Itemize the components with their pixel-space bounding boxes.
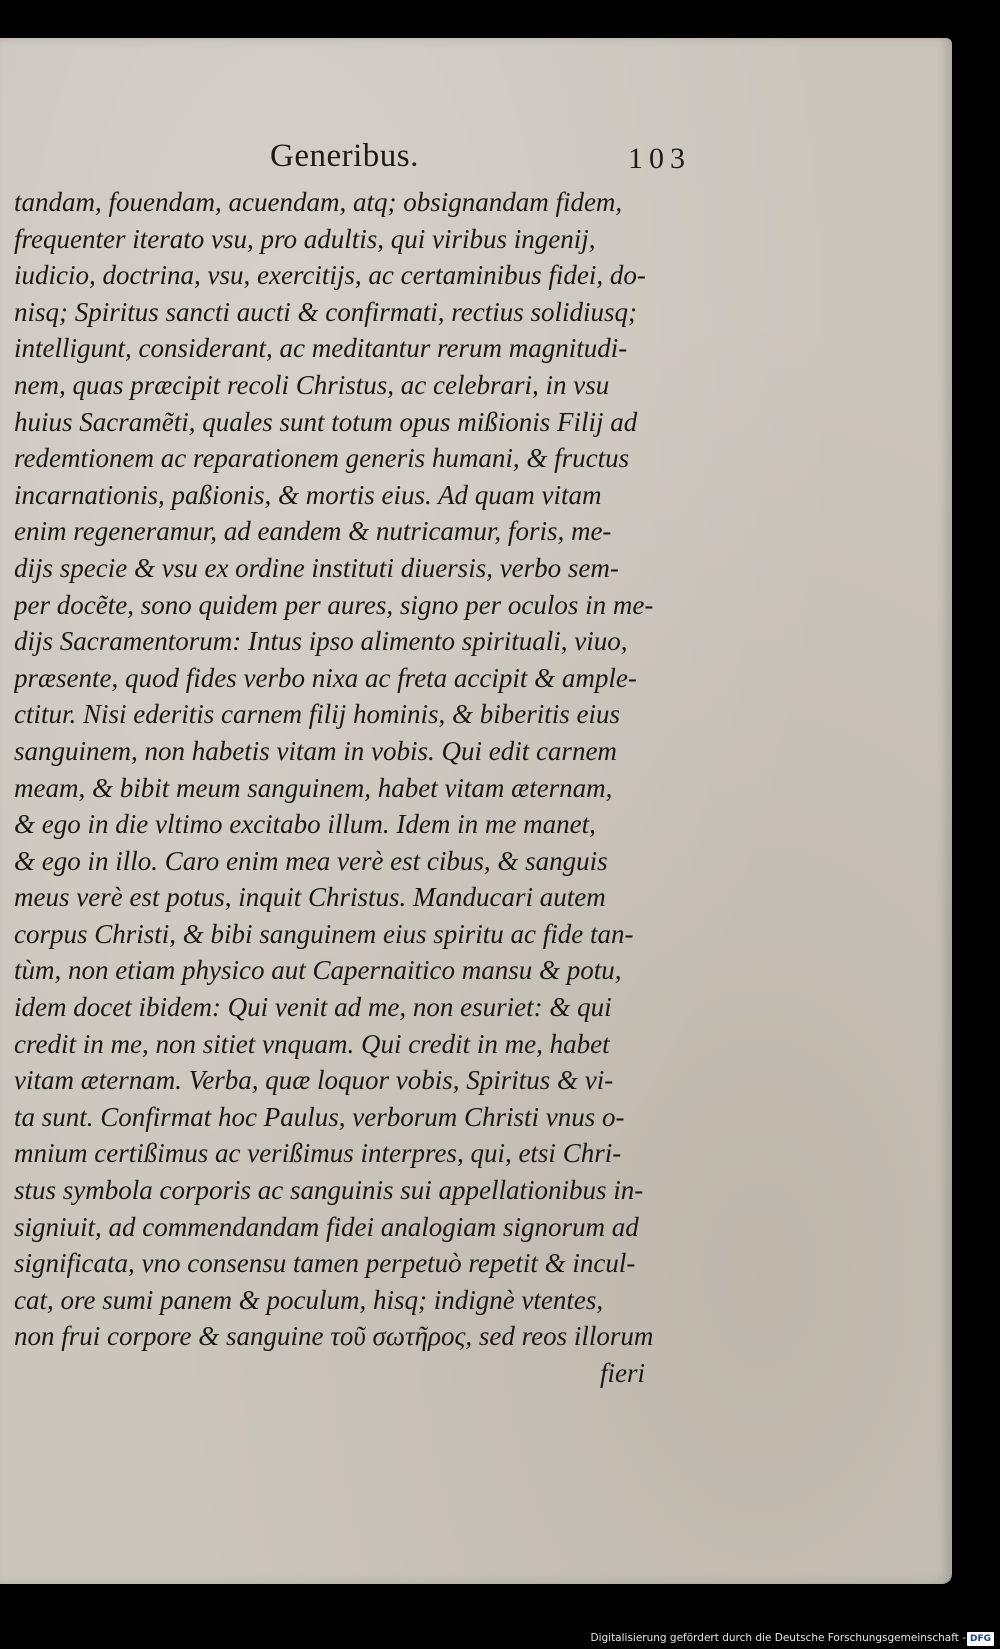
text-line: frequenter iterato vsu, pro adultis, qui viribus ingenij, xyxy=(14,223,596,254)
text-line: signiuit, ad commendandam fidei analogiam signorum ad xyxy=(14,1211,639,1242)
text-line: redemtionem ac reparationem generis humani, & fructus xyxy=(14,443,630,474)
text-line: intelligunt, considerant, ac meditantur rerum magnitudi- xyxy=(14,333,628,364)
page-header xyxy=(0,138,952,182)
text-line: stus symbola corporis ac sanguinis sui appellationibus in- xyxy=(14,1175,644,1206)
body-text xyxy=(14,184,694,1355)
text-line: enim regeneramur, ad eandem & nutricamur, foris, me- xyxy=(14,516,612,547)
text-line: credit in me, non sitiet vnquam. Qui credit in me, habet xyxy=(14,1028,610,1059)
text-line: nisq; Spiritus sancti aucti & confirmati, rectius solidiusq; xyxy=(14,296,637,327)
catchword: fieri xyxy=(600,1358,645,1388)
text-line: & ego in die vltimo excitabo illum. Idem in me manet, xyxy=(14,809,596,840)
text-line: meam, & bibit meum sanguinem, habet vitam æternam, xyxy=(14,772,613,803)
text-line: incarnationis, paßionis, & mortis eius. Ad quam vitam xyxy=(14,479,602,510)
text-line: tùm, non etiam physico aut Capernaitico mansu & potu, xyxy=(14,955,622,986)
text-line: per docẽte, sono quidem per aures, signo per oculos in me- xyxy=(14,589,654,620)
text-line: ctitur. Nisi ederitis carnem filij hominis, & biberitis eius xyxy=(14,699,620,730)
book-page xyxy=(0,38,952,1584)
text-line: tandam, fouendam, acuendam, atq; obsignandam fidem, xyxy=(14,187,623,217)
text-line: dijs specie & vsu ex ordine instituti diuersis, verbo sem- xyxy=(14,552,619,583)
running-head: Generibus. xyxy=(270,138,419,174)
text-line: corpus Christi, & bibi sanguinem eius spiritu ac fide tan- xyxy=(14,918,634,949)
text-line: non frui corpore & sanguine τοῦ σωτῆρος, sed reos illorum xyxy=(14,1321,654,1352)
text-line: idem docet ibidem: Qui venit ad me, non esuriet: & qui xyxy=(14,992,612,1023)
text-line: iudicio, doctrina, vsu, exercitijs, ac certaminibus fidei, do- xyxy=(14,260,646,291)
funding-credit: Digitalisierung gefördert durch die Deutsche Forschungsgemeinschaft - xyxy=(590,1632,966,1644)
digitization-footer xyxy=(0,1630,1000,1649)
text-line: & ego in illo. Caro enim mea verè est cibus, & sanguis xyxy=(14,845,608,876)
text-line: meus verè est potus, inquit Christus. Manducari autem xyxy=(14,882,606,913)
text-line: ta sunt. Confirmat hoc Paulus, verborum Christi vnus o- xyxy=(14,1101,625,1132)
text-line: mnium certißimus ac verißimus interpres, qui, etsi Chri- xyxy=(14,1138,622,1169)
text-line: huius Sacramẽti, quales sunt totum opus mißionis Filij ad xyxy=(14,406,638,437)
text-line: vitam æternam. Verba, quæ loquor vobis, Spiritus & vi- xyxy=(14,1065,614,1096)
text-line: cat, ore sumi panem & poculum, hisq; indignè vtentes, xyxy=(14,1284,604,1315)
text-line: significata, vno consensu tamen perpetuò repetit & incul- xyxy=(14,1248,636,1279)
dfg-logo: DFG xyxy=(967,1632,994,1646)
page-number: 103 xyxy=(628,142,691,175)
text-line: præsente, quod fides verbo nixa ac freta accipit & ample- xyxy=(14,662,637,693)
text-line: sanguinem, non habetis vitam in vobis. Qui edit carnem xyxy=(14,735,617,766)
text-line: nem, quas præcipit recoli Christus, ac celebrari, in vsu xyxy=(14,369,610,400)
text-line: dijs Sacramentorum: Intus ipso alimento spirituali, viuo, xyxy=(14,626,628,657)
